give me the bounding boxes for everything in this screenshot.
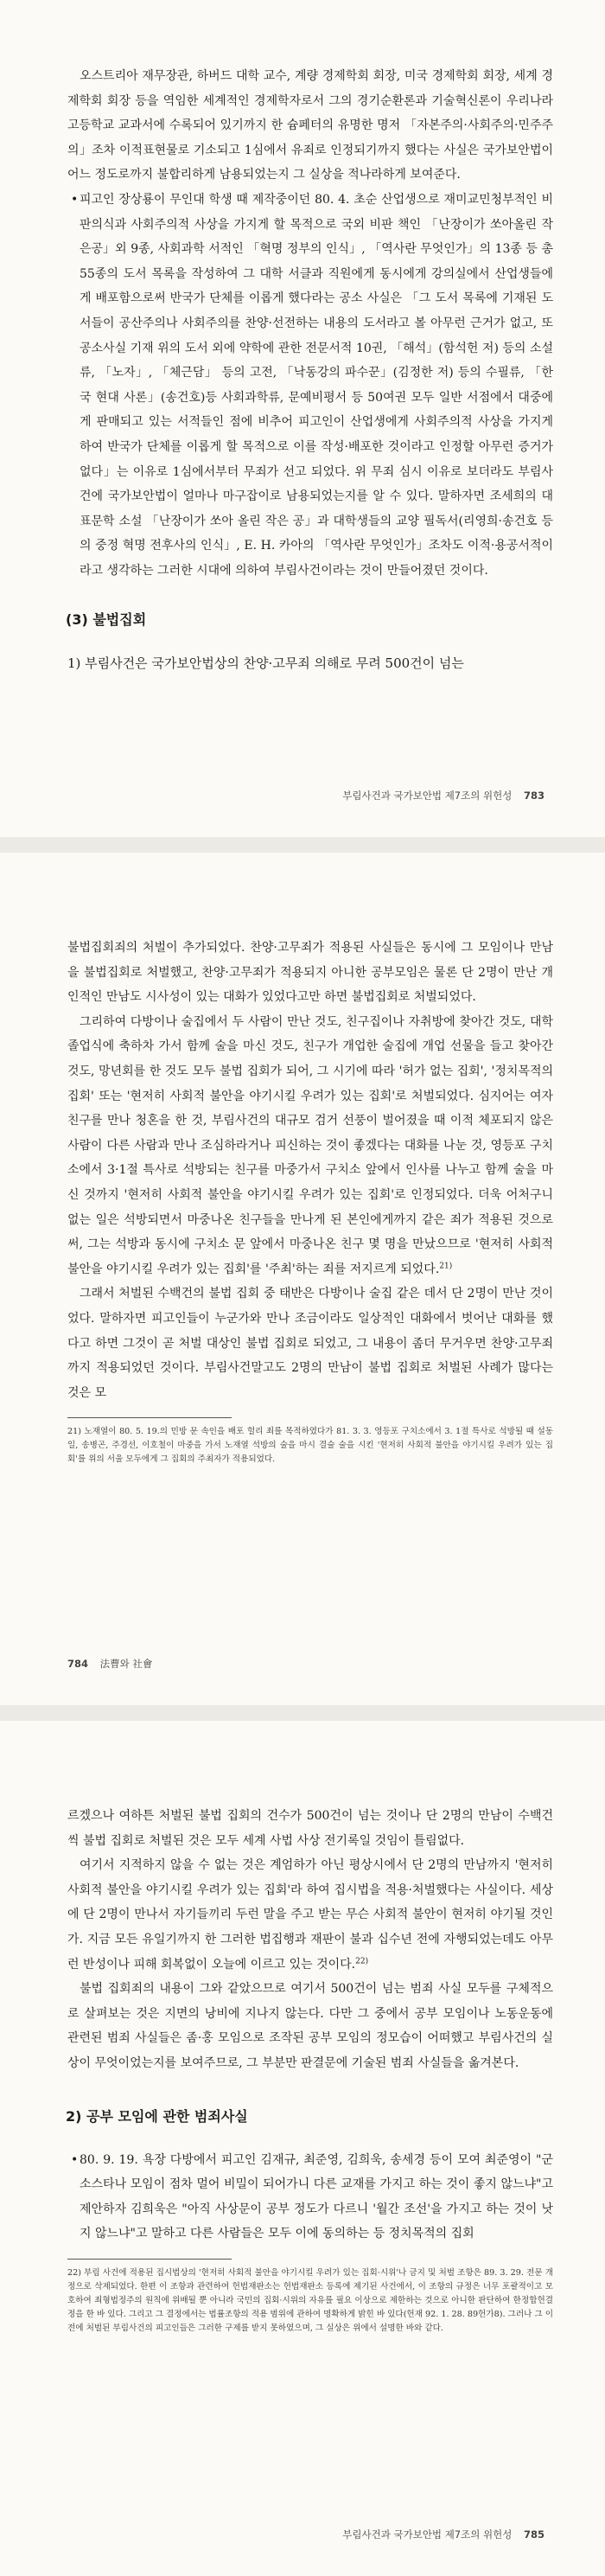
footnote-marker-22[interactable]: 22) [355, 1956, 369, 1966]
running-footer-title: 부림사건과 국가보안법 제7조의 위헌성 [342, 789, 513, 802]
page2-paragraph-1: 불법집회죄의 처벌이 추가되었다. 찬양·고무죄가 적용된 사실들은 동시에 그 모임이나 만남을 불법집회로 처벌했고, 찬양·고무죄가 적용되지 아니한 공부모임은 물론 단 2명이 만난 개인적인 만남도 시사성이 있는 대화가 있었다고만 하면 불법집회로 처벌되었다. [67, 941, 553, 1005]
page1-bullet-paragraph [67, 188, 553, 584]
bullet-dot-icon: • [71, 2152, 79, 2167]
section-heading-study-meetings: 2) 공부 모임에 관한 범죄사실 [66, 2107, 248, 2125]
running-footer [67, 1657, 152, 1671]
page3-bullet-text: 80. 9. 19. 욕장 다방에서 피고인 김재규, 최준영, 김희욱, 송세경 등이 모여 최준영이 "군소스타나 모임이 점차 멀어 비밀이 되어가니 다른 교재를 가지고 하는 것이 좋지 않느냐"고 제안하자 김희욱은 "아직 사상문이 공부 정도가 다르니 '월간 조선'을 가지고 하는 것이 낫지 않느냐"고 말하고 다른 사람들은 모두 이에 동의하는 등 정치목적의 집회 [80, 2152, 553, 2241]
running-footer-title: 부림사건과 국가보안법 제7조의 위헌성 [342, 2528, 513, 2541]
running-footer-title: 法曹와 社會 [99, 1658, 153, 1670]
running-footer [342, 789, 553, 802]
page1-paragraph-1: 오스트리아 재무장관, 하버드 대학 교수, 계량 경제학회 회장, 미국 경제학회 회장, 세계 경제학회 회장 등을 역임한 세계적인 경제학자로서 그의 경기순환론과 기술혁신론이 우리나라 고등학교 교과서에 수록되어 있기까지 한 슘페터의 유명한 명저 「자본주의·사회주의·민주주의」조차 이적표현물로 기소되고 1심에서 유죄로 인정되기까지 했다는 사실은 국가보안법이 어느 정도로까지 불합리하게 남용되었는지 그 실상을 적나라하게 보여준다. [67, 69, 553, 182]
page1-continued-line: 1) 부림사건은 국가보안법상의 찬양·고무죄 의해로 무려 500건이 넘는 [67, 655, 464, 672]
page-number: 784 [67, 1658, 89, 1670]
page1-bullet-text: 피고인 장상룡이 무인대 학생 때 제작중이던 80. 4. 초순 산업생으로 재미교민청부적인 비판의식과 사회주의적 사상을 가지게 할 목적으로 국외 비판 책인 「난장이가 쏘아올린 작은공」외 9종, 사회과학 서적인 「혁명 정부의 인식」, 「역사란 무엇인가」의 13종 등 총 55종의 도서 목록을 작성하여 그 대학 서클과 직원에게 동시에게 강의실에서 산업생들에게 배포함으로써 반국가 단체를 이롭게 했다라는 공소 사실은 「그 도서 목록에 기재된 도서들이 공산주의나 사회주의를 찬양·선전하는 내용의 도서라고 볼 아무런 근거가 없고, 또 공소사실 기재 위의 도서 외에 약학에 관한 전문서적 10권, 「해석」(함석헌 저) 등의 소설류, 「노자」, 「체근담」 등의 고전, 「낙동강의 파수꾼」(김정한 저) 등의 수필류, 「한국 현대 사론」(송건호)등 사회과학류, 문예비평서 등 50여권 모두 일반 서점에서 대중에게 판매되고 있는 서적들인 점에 비추어 피고인이 산업생에게 사회주의적 사상을 가지게 하여 반국가 단체를 이롭게 할 목적으로 이를 작성·배포한 것이라고 인정할 아무런 증거가 없다」는 이유로 1심에서부터 무죄가 선고 되었다. 위 무죄 심시 이유로 보더라도 부림사건에 국가보안법이 얼마나 마구잡이로 남용되었는지를 알 수 있다. 말하자면 조세희의 대표문학 소설 「난장이가 쏘아 올린 작은 공」과 대학생들의 교양 필독서(리영희·송건호 등의 중정 혁명 전후사의 인식」, E. H. 카아의 「역사란 무엇인가」조차도 이적·용공서적이라고 생각하는 그러한 시대에 의하여 부림사건이라는 것이 만들어졌던 것이다. [80, 192, 553, 578]
page2-paragraph-3: 그래서 처벌된 수백건의 불법 집회 중 태반은 다방이나 술집 같은 데서 단 2명이 만난 것이었다. 말하자면 피고인들이 누군가와 만나 조금이라도 일상적인 대화에서 벗어난 대화를 했다고 하면 그것이 곧 처벌 대상인 불법 집회로 되었고, 그 내용이 좀더 무거우면 찬양·고무죄까지 적용되었던 것이다. 부림사건말고도 2명의 만남이 불법 집회로 처벌된 사례가 많다는 것은 모 [67, 1287, 553, 1400]
running-footer [342, 2528, 553, 2541]
footnote-22: 22) 부림 사건에 적용된 집시법상의 '현저히 사회적 불안을 야기시킬 우려가 있는 집회·시위'나 금지 및 처벌 조항은 89. 3. 29. 전문 개정으로 삭제되었다. 한편 이 조항과 관련하여 헌법재판소는 헌법재판소 등록에 제기된 사건에서, 이 조항의 규정은 너무 포괄적이고 모호하여 죄형법정주의 원칙에 위배될 뿐 아니라 국민의 집회·시위의 자유를 필요 이상으로 제한하는 것으로 아니한 판단하여 한정합헌결정을 한 바 있다. 그리고 그 결정에서는 법률조항의 적용 범위에 관하여 명확하게 밝힌 바 있다(헌재 92. 1. 28. 89헌가8). 그러나 그 이전에 처벌된 부림사건의 피고인들은 그러한 구제를 받지 못하였으며, 그 실상은 위에서 설명한 바와 같다. [67, 2267, 553, 2333]
page3-bullet-paragraph [67, 2148, 553, 2247]
document-page-785 [0, 1721, 605, 2576]
section-heading-illegal-assembly: (3) 불법집회 [66, 611, 147, 629]
page2-paragraph-2 [67, 1010, 553, 1282]
page3-paragraph-2-text: 여기서 지적하지 않을 수 없는 것은 계엄하가 아닌 평상시에서 단 2명의 만남까지 '현저히 사회적 불안을 야기시킬 우려가 있는 집회'라 하여 집시법을 적용·처벌했다는 사실이다. 세상에 단 2명이 만나서 자기들끼리 두런 말을 주고 받는 무슨 사회적 불안이 현저히 야기될 것인가. 지금 모든 유일기까지 한 그러한 법집행과 재판이 불과 십수년 전에 자행되었는데도 아무런 반성이나 피해 회복없이 오늘에 이르고 있는 것이다. [67, 1858, 553, 1972]
page3-paragraph-2 [67, 1853, 553, 1977]
footnote-divider [67, 2259, 232, 2260]
document-page-784 [0, 853, 605, 1705]
page-number: 783 [523, 789, 544, 802]
bullet-dot-icon: • [71, 192, 79, 207]
document-page-783 [0, 0, 605, 837]
page3-paragraph-3: 불법 집회죄의 내용이 그와 같았으므로 여기서 500건이 넘는 범죄 사실 모두를 구체적으로 살펴보는 것은 지면의 낭비에 지나지 않는다. 다만 그 중에서 공부 모임이나 노동운동에 관련된 범죄 사실들은 좀·홍 모임으로 조작된 공부 모임의 정모습이 어떠했고 부림사건의 실상이 무엇이었는지를 보여주므로, 그 부분만 판결문에 기술된 범죄 사실들을 옮겨본다. [67, 1982, 553, 2070]
page-number: 785 [523, 2528, 544, 2541]
page3-paragraph-1: 르겠으나 여하튼 처벌된 불법 집회의 건수가 500건이 넘는 것이나 단 2명의 만남이 수백건씩 불법 집회로 처벌된 것은 모두 세계 사법 사상 전기록일 것임이 틀림없다. [67, 1809, 553, 1848]
footnote-marker-21[interactable]: 21) [439, 1262, 453, 1271]
footnote-divider [67, 1417, 232, 1418]
footnote-21: 21) 노재열이 80. 5. 19.의 민방 문 속인을 배포 헐리 죄를 목적하였다가 81. 3. 3. 영등포 구치소에서 3. 1절 특사로 석방될 때 설동일, 송병곤, 주경선, 이호철이 마중을 가서 노재열 석방의 술을 마시 결술 술을 시킨 '현저히 사회적 불안을 야기시킬 우려가 있는 집회'를 위의 서울 모두에게 그 집회의 주최자가 적용되었다. [67, 1427, 553, 1465]
page2-paragraph-2-text: 그리하여 다방이나 술집에서 두 사람이 만난 것도, 친구집이나 자취방에 찾아간 것도, 대학 졸업식에 축하차 가서 함께 술을 마신 것도, 친구가 개업한 술집에 개업 선물을 들고 찾아간 것도, 망년회를 한 것도 모두 불법 집회가 되어, 그 시기에 따라 '허가 없는 집회', '정치목적의 집회' 또는 '현저히 사회적 불안을 야기시킬 우려가 있는 집회'로 처벌되었다. 심지어는 여자 친구를 만나 청혼을 한 것, 부림사건의 대규모 검거 선풍이 벌어졌을 때 이적 체포되지 않은 사람이 다른 사람과 만나 조심하라거나 피신하는 것이 좋겠다는 대화를 나눈 것, 영등포 구치소에서 3·1절 특사로 석방되는 친구를 마중가서 구치소 앞에서 인사를 나누고 함께 술을 마신 것까지 '현저히 사회적 불안을 야기시킬 우려가 있는 집회'로 인정되었다. 더욱 어처구니 없는 일은 석방되면서 마중나온 친구들을 만나게 된 본인에게까지 같은 죄가 적용된 것으로써, 그는 석방과 동시에 구치소 문 앞에서 마중나온 친구 몇 명을 만났으므로 '현저히 사회적 불안을 야기시킬 우려가 있는 집회'를 '주최'하는 죄를 저지르게 되었다. [67, 1014, 553, 1276]
